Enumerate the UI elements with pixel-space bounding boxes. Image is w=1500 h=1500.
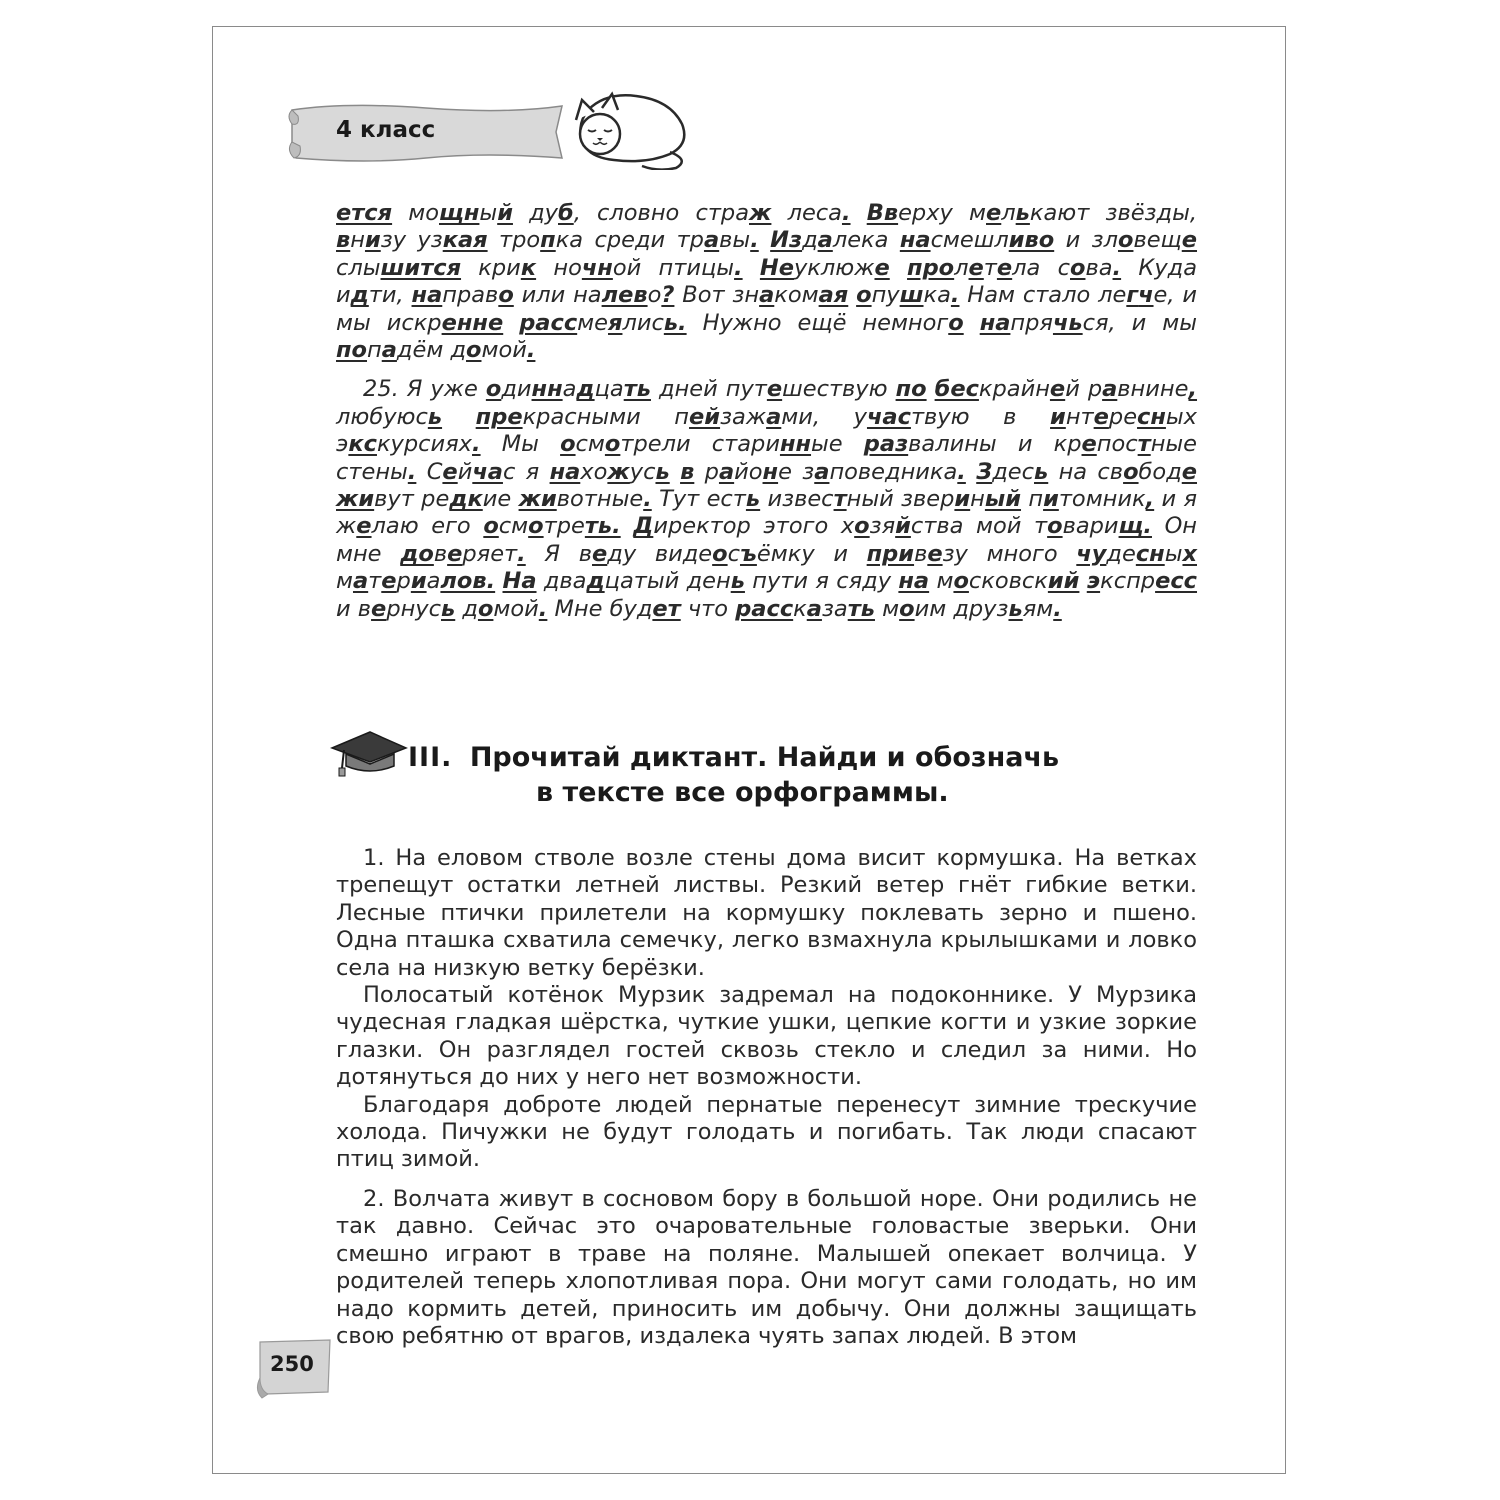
top-text-block [336, 200, 1197, 623]
dictation-paragraph-1: 1. На еловом стволе возле стены дома висит кормушка. На ветках трепещут остатки летней листвы. Резкий ветер гнёт гибкие ветки. Лесные птички прилетели на кормушку поклевать зерно и пшено. Одна пташка схватила семечку, легко взмахнула крылышками и ловко села на низкую ветку берёзки. [336, 845, 1197, 981]
text-paragraph-continued: ется мощный дуб, словно страж леса. Вверху мелькают звёзды, внизу узкая тропка среди травы. Издалека насмешливо и зловеще слышится крик ночной птицы. Неуклюже пролетела сова. Куда идти, направо или налево? Вот знакомая опушка. Нам стало легче, и мы искренне рассмеялись. Нужно ещё немного напрячься, и мы попадём домой. [336, 200, 1198, 364]
sleeping-cat-icon [566, 88, 692, 170]
page-number: 250 [270, 1352, 314, 1376]
section-title-line2: в тексте все орфограммы. [536, 777, 949, 808]
section-title-line1: Прочитай диктант. Найди и обозначь [469, 742, 1060, 773]
section-heading [408, 740, 1198, 810]
dictation-text-block [336, 845, 1197, 1350]
dictation-paragraph-4: 2. Волчата живут в сосновом бору в большой норе. Они родились не так давно. Сейчас это очаровательные головастые зверьки. Они смешно играют в траве на поляне. Малышей опекает волчица. У родителей теперь хлопотливая пора. Они могут сами голодать, но им надо кормить детей, приносить им добычу. Они должны защищать свою ребятню от врагов, издалека чуять запах людей. В этом [336, 1185, 1197, 1349]
graduation-cap-icon [330, 728, 408, 778]
grade-label: 4 класс [336, 117, 436, 143]
text-paragraph-25: 25. Я уже одиннадцать дней путешествую по бескрайней равнине, любуюсь прекрасными пейзажами, участвую в интересных экскурсиях. Мы осмотрели старинные развалины и крепостные стены. Сейчас я нахожусь в районе заповедника. Здесь на свободе живут редкие животные. Тут есть известный звериный питомник, и я желаю его осмотреть. Директор этого хозяйства мой товарищ. Он мне доверяет. Я веду видеосъёмку и привезу много чудесных материалов. На двадцатый день пути я сяду на московский экспресс и вернусь домой. Мне будет что рассказать моим друзьям. [336, 376, 1198, 622]
dictation-paragraph-2: Полосатый котёнок Мурзик задремал на подоконнике. У Мурзика чудесная гладкая шёрстка, чуткие ушки, цепкие когти и узкие зоркие глазки. Он разглядел гостей сквозь стекло и следил за ними. Но дотянуться до них у него нет возможности. [336, 982, 1197, 1091]
dictation-paragraph-3: Благодаря доброте людей пернатые перенесут зимние трескучие холода. Пичужки не будут голодать и погибать. Так люди спасают птиц зимой. [336, 1091, 1197, 1173]
section-number: III. [408, 742, 453, 773]
